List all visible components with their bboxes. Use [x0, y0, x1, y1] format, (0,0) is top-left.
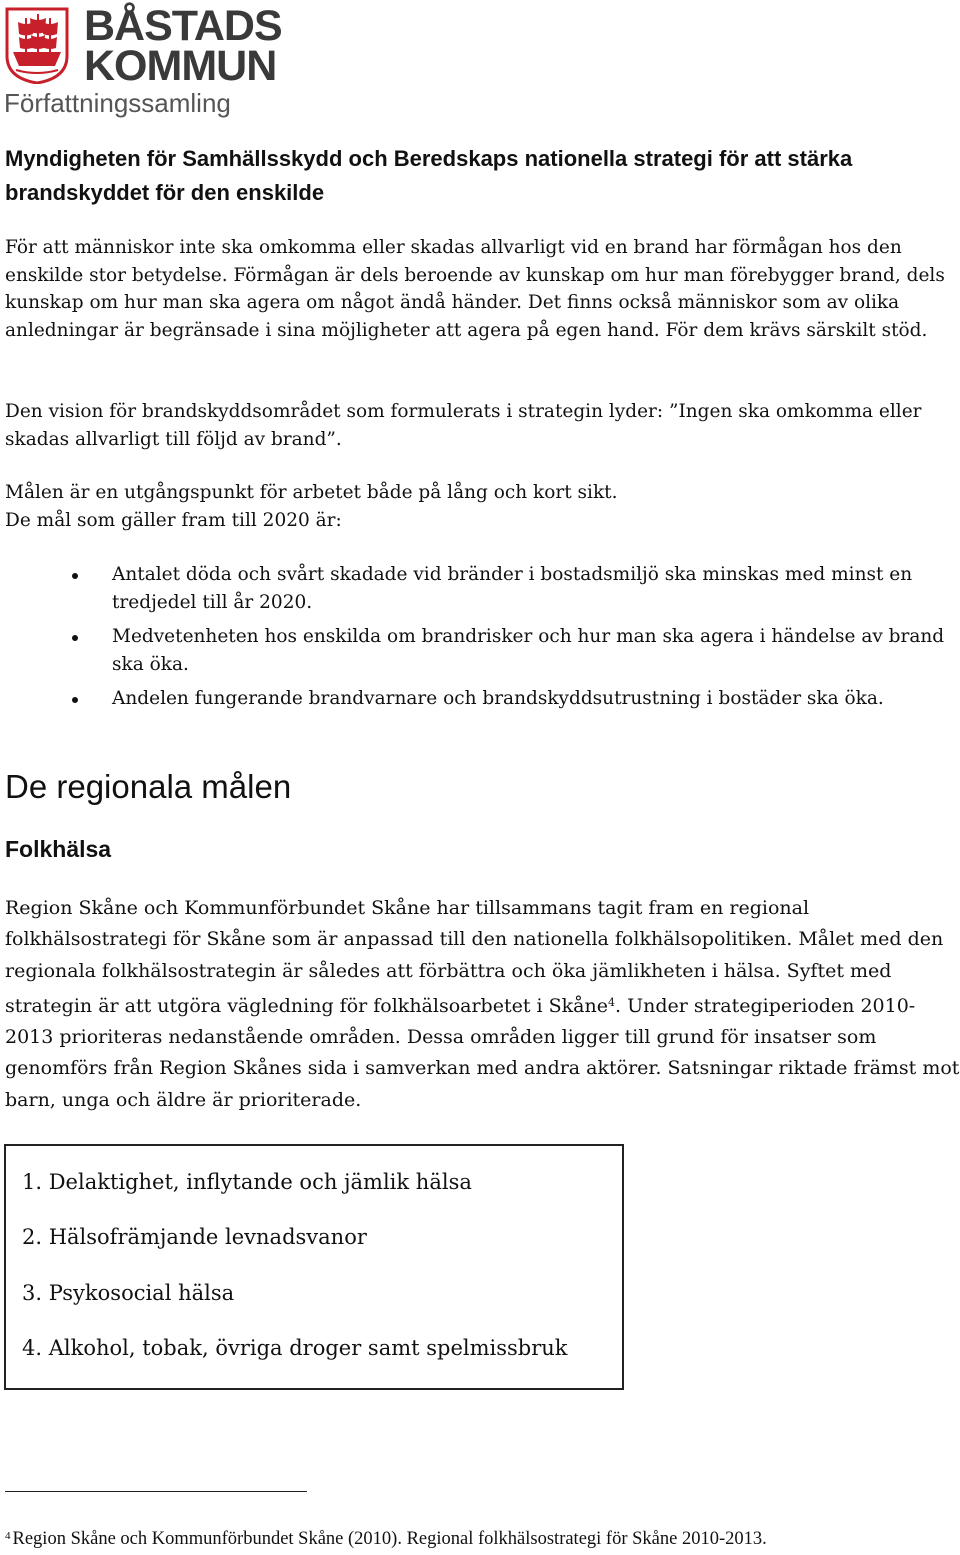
goal-text: Antalet döda och svårt skadade vid bränder i bostadsmiljö ska minskas med minst en tredjedel till år 2020.: [112, 564, 913, 613]
priority-item: 2. Hälsofrämjande levnadsvanor: [22, 1225, 367, 1250]
collection-title: Författningssamling: [4, 88, 231, 118]
goals-list: [0, 561, 950, 720]
goal-text: Andelen fungerande brandvarnare och brandskyddsutrustning i bostäder ska öka.: [112, 688, 884, 709]
footnote-reference[interactable]: 4: [607, 995, 615, 1009]
paragraph-goals-lead: De mål som gäller fram till 2020 är:: [5, 510, 342, 531]
priority-item: 1. Delaktighet, inflytande och jämlik hälsa: [22, 1170, 472, 1194]
paragraph-intro: För att människor inte ska omkomma eller skadas allvarligt vid en brand har förmågan hos den enskilde stor betydelse. Förmågan är dels beroende av kunskap om hur man förebygger brand, dels kunskap om hur man ska agera om något ändå händer. Det finns också människor som av olika anledningar är begränsade i sina möjligheter att agera på egen hand. För dem krävs särskilt stöd.: [5, 237, 945, 341]
list-item: [0, 685, 950, 713]
municipality-logo: [4, 2, 304, 118]
paragraph-goals-intro: Målen är en utgångspunkt för arbetet både på lång och kort sikt.: [5, 482, 618, 503]
brand-line-1: BÅSTADS: [84, 2, 282, 50]
footnote: [5, 1529, 767, 1550]
goal-text: Medvetenheten hos enskilda om brandrisker och hur man ska agera i händelse av brand ska öka.: [112, 626, 945, 675]
list-item: [0, 623, 950, 678]
municipality-name: [84, 2, 282, 90]
priorities-box: [4, 1144, 624, 1390]
list-item: [0, 561, 950, 616]
section-title: Myndigheten för Samhällsskydd och Beredskaps nationella strategi för att stärka brandskyddet för den enskilde: [5, 146, 853, 205]
regional-heading: De regionala målen: [5, 768, 292, 805]
bullet-icon: [72, 573, 78, 579]
red-ship-coat-of-arms-icon: [4, 6, 70, 84]
paragraph-vision: Den vision för brandskyddsområdet som formulerats i strategin lyder: ”Ingen ska omkomma eller skadas allvarligt till följd av brand”.: [5, 401, 922, 450]
priority-item: 3. Psykosocial hälsa: [22, 1280, 235, 1305]
footnote-mark: 4: [5, 1530, 11, 1542]
paragraph-public-health: [5, 893, 960, 1116]
paragraph-text-part1: Region Skåne och Kommunförbundet Skåne har tillsammans tagit fram en regional folkhälsostrategi för Skåne som är anpassad till den nationella folkhälsopolitiken. Målet med den regionala folkhälsostrategin är således att förbättra och öka jämlikheten i hälsa. Syftet med strategin är att utgöra vägledning för folkhälsoarbetet i Skåne: [5, 897, 944, 1017]
public-health-subheading: Folkhälsa: [5, 836, 112, 862]
bullet-icon: [72, 635, 78, 641]
priority-item: 4. Alkohol, tobak, övriga droger samt spelmissbruk: [22, 1335, 568, 1360]
bullet-icon: [72, 697, 78, 703]
footnote-text: Region Skåne och Kommunförbundet Skåne (2010). Regional folkhälsostrategi för Skåne 2010-2013.: [12, 1529, 767, 1549]
footnote-divider: [5, 1491, 307, 1492]
paragraph-text-part2: . Under strategiperioden 2010-2013 prioriteras nedanstående områden. Dessa områden ligger till grund för insatser som genomförs från Region Skånes sida i samverkan med andra aktörer. Satsningar riktade främst mot barn, unga och äldre är prioriterade.: [5, 994, 960, 1111]
brand-line-2: KOMMUN: [84, 42, 277, 90]
priorities-list: [22, 1155, 568, 1376]
